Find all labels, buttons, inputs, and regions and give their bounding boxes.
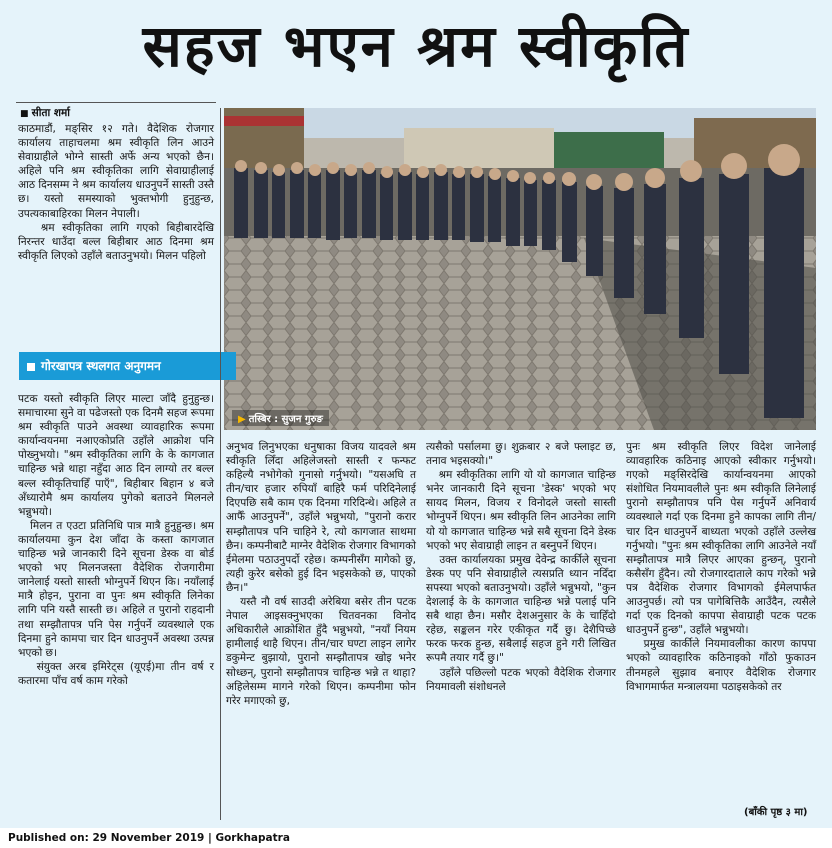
section-banner: गोरखापत्र स्थलगत अनुगमन	[19, 352, 236, 380]
photo-credit: तस्बिर : सुजन गुरुङ	[248, 414, 323, 425]
column-rule	[16, 102, 216, 103]
article-column-2: अनुभव लिनुभएका धनुषाका विजय यादवले श्रम स्वीकृति लिँदा अहिलेजस्तो सास्ती र फन्फट कहिल्यै नभोगेको गुनासो गर्नुभयो। "यसअघि त तीन/चार हजार रुपियाँ बाहिरै फर्म परिदिनेलाई दिएपछि सबै काम एक दिनमा गरिदिन्थे। अहिले त आफैँ आउनुपर्ने", उहाँले भन्नुभयो, "पुरानो करार सम्झौतापत्र पनि चाहिने रे, त्यो कागजात साथमा छैन। कम्पनीबाटै माग्नेर वैदेशिक रोजगार विभागको ईमेलमा पठाउनुपर्दो रहेछ। कम्पनीसँग मागेको छु, त्यही कुरेर बसेको हुई दिन भइसकेको छ, पाएको छैन।" यस्तै नौ वर्ष साउदी अरेबिया बसेर तीन पटक नेपाल आइसक्नुभएका चितवनका विनोद अधिकारीले आक्रोशित हुँदै भन्नुभयो, "नयाँ नियम हामीलाई थाहै थिएन। तीन/चार घण्टा लाइन लागेर डकुमेन्ट बुझायो, पुरानो सम्झौतापत्र खोइ भनेर सोध्छन्, पुरानो सम्झौतापत्र चाहिन्छ भन्ने त थाहा? अहिलेसम्म मागने गरेको थिएन। कम्पनीमा फोन गरेर मगाएको छु,	[226, 441, 416, 707]
photo-caption	[232, 410, 329, 426]
byline: ■ सीता शर्मा	[20, 106, 70, 120]
publication-footer: Published on: 29 November 2019 | Gorkhapatra	[8, 832, 290, 844]
continued-note: (बाँकी पृष्ठ ३ मा)	[744, 807, 808, 818]
headline: सहज भएन श्रम स्वीकृति	[142, 12, 690, 80]
camera-icon: ▶	[238, 414, 246, 425]
article-column-3: त्यसैको पर्सालमा छु। शुक्रबार २ बजे फ्लाइट छ, तनाव भइसक्यो।" श्रम स्वीकृतिका लागि यो यो कागजात चाहिन्छ भनेर जानकारी दिने सूचना 'डेस्क' भएको भए सायद मिलन, विजय र विनोदले जस्तो सास्ती भोग्नुपर्ने थिएन। श्रम स्वीकृति लिन आउनेका लागि यो यो कागजात चाहिन्छ भन्ने सबै सूचना दिने डेस्क भएको भए सेवाग्राही लाइन त बस्नुपर्ने थिएन। उक्त कार्यालयका प्रमुख देवेन्द्र कार्कीले सूचना डेस्क पए पनि सेवाग्राहीले त्यसप्रति ध्यान नदिँदा सपस्या भएको बताउनुभयो। उहाँले भन्नुभयो, "कुन देशलाई के के कागजात चाहिन्छ भन्ने पलाई पनि सबै थाहा छैन। मसौर देशअनुसार के के चाहिँदो रहेछ, सङ्कलन गरेर एकीकृत गर्दै छु। देशैपिच्छे फरक फरक हुन्छ, सबैलाई सहज हुने गरी लिखित रूपमै तयार गर्दै छु।" उहाँले पछिल्लो पटक भएको वैदेशिक रोजगार नियमावली संशोधनले	[426, 441, 616, 693]
article-column-4: पुनः श्रम स्वीकृति लिएर विदेश जानेलाई व्यावहारिक कठिनाइ आएको स्वीकार गर्नुभयो। गएको मङ्सिरदेखि कार्यान्वयनमा आएको संशोधित नियमावलीले पुनः श्रम स्वीकृति लिनेलाई पुरानो सम्झौतापत्र पनि पेस गर्नुपर्ने अनिवार्य व्यवस्थाले गर्दा एक दिनमा हुने कापका लागि तीन/चार दिन धाउनुपर्ने बाध्यता भएको उहाँले उल्लेख गर्नुभयो। "पुनः श्रम स्वीकृतिका लागि आउनेले नयाँ सम्झौतापत्र मात्रै लिएर आएका हुन्छन्, पुरानो कसैसँग हुँदैन। त्यो रोजगारदाताले काप गरेको भन्ने पत्र वैदेशिक रोजगार विभागको ईमेलपार्फत आउनुपर्छ। त्यो पत्र पागेबित्तिकै आउँदैन, त्यसैले गर्दा एक दिनको कापपा सेवाग्राही पटक पटक धाउनुपर्ने हुन्छ", उहाँले भन्नुभयो। प्रमुख कार्कीले नियमावलीका कारण कापपा भएको व्यावहारिक कठिनाइको गाँठो फुकाउन तीनमहले सुझाव बनाएर वैदेशिक रोजगार विभागमार्फत मन्त्रालयमा पठाइसकेको तर	[626, 441, 817, 693]
article-column-1-top: काठमाडौं, मङ्सिर १२ गते। वैदेशिक रोजगार कार्यालय ताहाचलमा श्रम स्वीकृति लिन आउने सेवाग्राहीले भोग्ने सास्ती अर्फे अन्य भएको छैन। अहिले पनि श्रम स्वीकृतिका लागि सेवाग्राहीलाई आठ दिनसम्म ने श्रम कार्यालय धाउनुपर्ने सास्ती उस्तै छ। यस्तो समस्याको भुक्तभोगी हुनुहुन्छ, उपत्यकाबाहिरका मिलन नेपाली। श्रम स्वीकृतिका लागि गएको बिहीबारदेखि निरन्तर धाउँदा बल्ल बिहीबार आठ दिनमा श्रम स्वीकृति लिएको उहाँले बताउनुभयो। मिलन पहिलो	[18, 123, 214, 262]
news-photo-queue	[224, 108, 816, 430]
crowd-queue-image	[224, 108, 816, 430]
column-divider	[220, 108, 221, 820]
article-column-1-bottom: पटक यस्तो स्वीकृति लिएर माल्टा जाँदै हुनुहुन्छ। समाचारमा सुने वा पढेजस्तो एक दिनमै सहज रूपमा श्रम स्वीकृति पाउने अवस्था व्यावहारिक रूपमा कार्यान्वयनमा नआएकोप्रति उहाँले आक्रोश पनि पोख्नुभयो। "श्रम स्वीकृतिका लागि के के कागजात चाहिन्छ भन्ने थाहा नहुँदा आठ दिन लाग्यो तर बल्ल बल्ल स्वीकृतिचाहिँ पाएँ", बिहीबार बिहान ४ बजे अँध्यारोमै श्रम कार्यालय पुगेको बताउने मिलनले भन्नुभयो। मिलन त एउटा प्रतिनिधि पात्र मात्रै हुनुहुन्छ। श्रम कार्यालयमा कुन देश जाँदा के कस्ता कागजात चाहिन्छ भन्ने जानकारी दिने सूचना डेस्क वा बोर्ड भएको भए मिलनजस्ता वैदेशिक रोजगारीमा जानेलाई यस्तो सास्ती भोग्नुपर्ने थिएन कि। नयाँलाई मात्रै होइन, पुराना वा पुनः श्रम स्वीकृति लिनेका लागि पनि यस्तै सास्ती छ। अहिले त पुरानो राहदानी तथा सम्झौतापत्र पनि पेस गर्नुपर्ने व्यवस्थाले एक दिनमा हुने कामपा चार दिन धाउनुपर्ने अवस्था उत्पन्न भएको छ। संयुक्त अरब इमिरेट्स (यूएई)मा तीन वर्ष र कतारमा पाँच वर्ष काम गरेको	[18, 393, 214, 687]
